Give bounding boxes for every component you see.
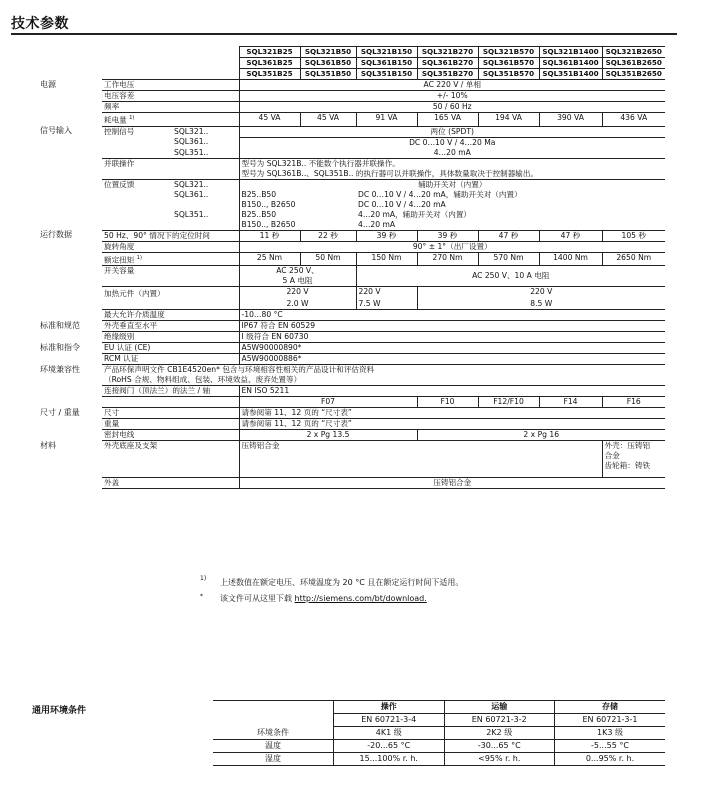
model-cell: SQL351B570 — [478, 69, 539, 80]
section-signal: 信号输入 — [40, 126, 72, 136]
download-link[interactable]: http://siemens.com/bt/download. — [294, 594, 427, 603]
row-value: 45 VA — [239, 113, 300, 127]
row-value: 4…20 mA — [239, 148, 665, 159]
signal-feedback-row-4 — [38, 210, 665, 220]
row-value: 型号为 SQL361B..、SQL351B.. 的执行器可以并联操作，具体数量取决于控制器输出。 — [239, 169, 665, 180]
row-value: F16 — [602, 397, 665, 408]
row-sublabel: SQL321.. — [174, 179, 209, 189]
row-value: 194 VA — [478, 113, 539, 127]
row-value: F07 — [239, 397, 417, 408]
materials-base-row-3 — [38, 461, 665, 478]
env-header-row — [213, 701, 665, 714]
row-label: 外壳底座及支架 — [104, 441, 158, 451]
row-value: 50 Nm — [300, 252, 356, 266]
row-value: IP67 符合 EN 60529 — [239, 321, 665, 332]
env-row-label: 湿度 — [213, 753, 334, 766]
power-voltage-row — [38, 80, 665, 91]
section-power: 电源 — [40, 79, 56, 89]
row-value: 两位 (SPDT) — [239, 126, 665, 137]
row-value: 50 / 60 Hz — [239, 102, 665, 113]
power-consumption-row — [38, 113, 665, 127]
row-value: 请参阅第 11、12 页的 “尺寸表” — [239, 419, 665, 430]
row-sublabel: SQL351.. — [172, 148, 239, 159]
env-row-label: 温度 — [213, 740, 334, 753]
row-label: 频率 — [102, 102, 239, 113]
operation-switch-row-1 — [38, 266, 665, 277]
flange-codes-row — [38, 397, 665, 408]
row-value: 47 秒 — [539, 230, 602, 241]
footnote-1: 1) 上述数值在额定电压、环境温度为 20 °C 且在额定运行时间下适用。 — [200, 575, 464, 587]
env-conditions-title: 通用环境条件 — [32, 706, 87, 716]
row-value: 436 VA — [602, 113, 665, 127]
row-sublabel: SQL321.. — [174, 126, 209, 136]
row-sublabel: SQL361.. — [174, 137, 209, 147]
env-value: 0...95% r. h. — [555, 753, 666, 766]
row-value: A5W90000886* — [239, 354, 665, 365]
row-value: 165 VA — [417, 113, 478, 127]
standards-housing-row — [38, 321, 665, 332]
row-label: 外盖 — [102, 478, 239, 489]
model-cell: SQL361B150 — [356, 58, 417, 69]
standards-insulation-row — [38, 332, 665, 343]
row-label: RCM 认证 — [102, 354, 239, 365]
row-value: 91 VA — [356, 113, 417, 127]
row-value: 220 V — [239, 287, 356, 300]
model-cell: SQL361B2650 — [602, 58, 665, 69]
row-value: 47 秒 — [478, 230, 539, 241]
row-label: 连接阀门（顶法兰）的法兰 / 轴 — [102, 386, 239, 397]
row-value: 39 秒 — [417, 230, 478, 241]
row-value: 8.5 W — [417, 299, 665, 310]
row-value: 90° ± 1°（出厂设置） — [239, 241, 665, 252]
row-label: 外壳垂直至水平 — [102, 321, 239, 332]
row-value: 2 x Pg 16 — [417, 430, 665, 441]
row-label: 尺寸 — [102, 408, 239, 419]
env-value: 15...100% r. h. — [334, 753, 445, 766]
model-cell: SQL321B270 — [417, 47, 478, 58]
signal-feedback-row-5 — [38, 220, 665, 231]
row-value: 45 VA — [300, 113, 356, 127]
section-materials: 材料 — [40, 440, 56, 450]
row-label: 开关容量 — [104, 266, 135, 276]
env-value: 2K2 级 — [444, 727, 555, 740]
row-value: -10…80 °C — [239, 310, 665, 321]
materials-base-row-2 — [38, 451, 665, 461]
dims-weight-row — [38, 419, 665, 430]
model-cell: SQL361B1400 — [539, 58, 602, 69]
row-value: 请参阅第 11、12 页的 “尺寸表” — [239, 408, 665, 419]
model-cell: SQL351B150 — [356, 69, 417, 80]
row-value: AC 250 V、10 A 电阻 — [356, 266, 665, 287]
row-value: F12/F10 — [478, 397, 539, 408]
env-compat-text: 产品环保声明文件 CB1E4520en* 包含与环境相容性相关的产品设计和评估资料 — [104, 365, 375, 375]
materials-cover-row — [38, 478, 665, 489]
row-value: 合金 — [602, 451, 665, 461]
row-value: 1400 Nm — [539, 252, 602, 266]
env-compat-text: （RoHS 合规、物料组成、包装、环境效益、废弃处置等） — [102, 375, 665, 386]
env-standard: EN 60721-3-1 — [555, 714, 666, 727]
dims-size-row — [38, 408, 665, 419]
flange-row — [38, 386, 665, 397]
row-label: 密封电线 — [102, 430, 239, 441]
operation-angle-row — [38, 241, 665, 252]
footnote-2: * 该文件可从这里下载 http://siemens.com/bt/download. — [200, 593, 427, 603]
model-cell: SQL351B50 — [300, 69, 356, 80]
power-tolerance-row — [38, 91, 665, 102]
row-label: 耗电量 $^{1)}$ — [102, 113, 239, 127]
row-value: F10 — [417, 397, 478, 408]
standards-eu-row — [38, 343, 665, 354]
title-rule — [11, 33, 677, 35]
row-value: 570 Nm — [478, 252, 539, 266]
row-value: DC 0…10 V / 4…20 mA — [358, 199, 446, 209]
model-cell: SQL351B25 — [239, 69, 300, 80]
signal-parallel-row-2 — [38, 169, 665, 180]
row-value: 型号为 SQL321B.. 不能数个执行器并联操作。 — [239, 158, 665, 169]
model-cell: SQL351B1400 — [539, 69, 602, 80]
row-label: 加热元件（内置） — [104, 289, 165, 299]
standards-rcm-row — [38, 354, 665, 365]
env-value: <95% r. h. — [444, 753, 555, 766]
section-env-compat: 环境兼容性 — [40, 364, 80, 374]
power-frequency-row — [38, 102, 665, 113]
row-label: 旋转角度 — [102, 241, 239, 252]
row-label: 位置反馈 — [104, 179, 135, 189]
dims-gland-row — [38, 430, 665, 441]
row-value: 2650 Nm — [602, 252, 665, 266]
row-value: 5 A 电阻 — [239, 276, 356, 287]
env-standard-row — [213, 714, 665, 727]
env-class-row — [213, 727, 665, 740]
signal-control-row-1 — [38, 126, 665, 137]
page-title: 技术参数 — [11, 16, 69, 32]
row-label: 电压容差 — [102, 91, 239, 102]
signal-control-row-2 — [38, 137, 665, 148]
signal-control-row-3 — [38, 148, 665, 159]
env-value: -30...65 °C — [444, 740, 555, 753]
row-label: 额定扭矩 $^{1)}$ — [102, 252, 239, 266]
model-cell: SQL361B570 — [478, 58, 539, 69]
model-cell: SQL321B25 — [239, 47, 300, 58]
row-value: 25 Nm — [239, 252, 300, 266]
env-temp-row — [213, 740, 665, 753]
signal-feedback-row-3 — [38, 200, 665, 210]
row-value: B150.., B2650 — [239, 220, 356, 231]
row-value: 压铸铝合金 — [239, 478, 665, 489]
env-compat-row-1 — [38, 365, 665, 376]
env-value: -20...65 °C — [334, 740, 445, 753]
row-value: F14 — [539, 397, 602, 408]
model-header-row-2 — [38, 58, 665, 69]
model-cell: SQL361B25 — [239, 58, 300, 69]
row-value: DC 0…10 V / 4…20 Ma — [239, 137, 665, 148]
row-value: AC 220 V / 单相 — [239, 80, 665, 91]
row-value: 390 VA — [539, 113, 602, 127]
row-value: 4…20 mA — [356, 220, 665, 231]
spec-table — [38, 46, 665, 489]
signal-parallel-row-1 — [38, 158, 665, 169]
row-sublabel: SQL351.. — [174, 209, 209, 219]
row-value: B25..B50 — [239, 190, 356, 200]
row-value: 105 秒 — [602, 230, 665, 241]
row-label: EU 认证 (CE) — [102, 343, 239, 354]
row-value: I 级符合 EN 60730 — [239, 332, 665, 343]
row-label: 绝缘级别 — [102, 332, 239, 343]
row-value: 外壳：压铸铝 — [602, 441, 665, 452]
row-value: 39 秒 — [356, 230, 417, 241]
operation-time-row — [38, 230, 665, 241]
row-value: AC 250 V、 — [239, 266, 356, 277]
model-cell: SQL351B2650 — [602, 69, 665, 80]
model-cell: SQL321B150 — [356, 47, 417, 58]
section-standards: 标准和规范 — [40, 320, 80, 330]
row-label: 控制信号 — [104, 126, 135, 136]
model-cell: SQL351B270 — [417, 69, 478, 80]
row-label: 重量 — [102, 419, 239, 430]
row-value: 270 Nm — [417, 252, 478, 266]
row-value: 220 V — [356, 287, 417, 300]
row-sublabel: SQL361.. — [174, 189, 209, 199]
row-value: DC 0…10 V / 4…20 mA，辅助开关对（内置） — [358, 189, 522, 199]
env-value: 4K1 级 — [334, 727, 445, 740]
model-header-row-1 — [38, 47, 665, 58]
row-value: 150 Nm — [356, 252, 417, 266]
env-value: -5...55 °C — [555, 740, 666, 753]
env-header: 操作 — [334, 701, 445, 714]
row-value: 11 秒 — [239, 230, 300, 241]
env-header: 存储 — [555, 701, 666, 714]
row-value: B25..B50 — [239, 210, 356, 220]
section-operation: 运行数据 — [40, 230, 72, 240]
model-cell: SQL321B570 — [478, 47, 539, 58]
row-value: A5W90000890* — [239, 343, 665, 354]
model-cell: SQL321B50 — [300, 47, 356, 58]
operation-heater-row-2 — [38, 299, 665, 310]
signal-feedback-row-1 — [38, 179, 665, 190]
row-value: 2.0 W — [239, 299, 356, 310]
signal-feedback-row-2 — [38, 190, 665, 200]
row-label: 工作电压 — [102, 80, 239, 91]
env-humidity-row — [213, 753, 665, 766]
env-row-label: 环境条件 — [213, 727, 334, 740]
env-value: 1K3 级 — [555, 727, 666, 740]
model-cell: SQL321B1400 — [539, 47, 602, 58]
env-standard: EN 60721-3-2 — [444, 714, 555, 727]
row-value: 22 秒 — [300, 230, 356, 241]
row-label: 最大允许介质温度 — [102, 310, 239, 321]
env-compat-row-2 — [38, 375, 665, 386]
model-cell: SQL321B2650 — [602, 47, 665, 58]
row-value: 压铸铝合金 — [239, 441, 602, 452]
row-label: 50 Hz、90° 情况下的定位时间 — [102, 230, 239, 241]
env-conditions-table — [213, 700, 665, 766]
row-label: 并联操作 — [104, 158, 135, 168]
row-value: +/- 10% — [239, 91, 665, 102]
operation-torque-row — [38, 252, 665, 266]
section-directives: 标准和指令 — [40, 342, 80, 352]
model-cell: SQL361B270 — [417, 58, 478, 69]
row-value: 220 V — [417, 287, 665, 300]
row-value: 7.5 W — [356, 299, 417, 310]
env-standard: EN 60721-3-4 — [334, 714, 445, 727]
env-header: 运输 — [444, 701, 555, 714]
section-dims: 尺寸 / 重量 — [40, 407, 80, 417]
row-value: 齿轮箱：铸铁 — [602, 461, 665, 478]
model-header-row-3 — [38, 69, 665, 80]
row-value: 辅助开关对（内置） — [239, 179, 665, 190]
row-value: B150.., B2650 — [239, 200, 356, 210]
operation-medium-row — [38, 310, 665, 321]
materials-base-row-1 — [38, 441, 665, 452]
model-cell: SQL361B50 — [300, 58, 356, 69]
operation-heater-row-1 — [38, 287, 665, 300]
row-value: 2 x Pg 13.5 — [239, 430, 417, 441]
row-value: 4…20 mA，辅助开关对（内置） — [358, 209, 472, 219]
row-value: EN ISO 5211 — [239, 386, 665, 397]
